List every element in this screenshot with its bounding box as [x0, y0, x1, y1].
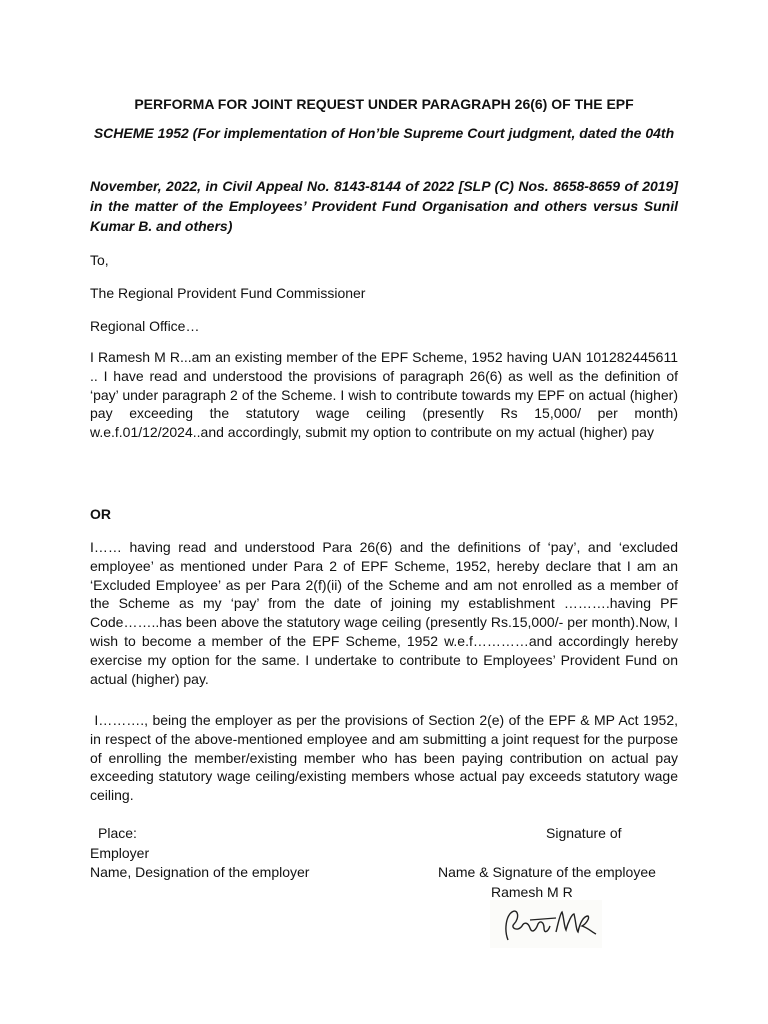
- paragraph-employer: I………., being the employer as per the provisions of Section 2(e) of the EPF & MP Act 1952, in respect of the above-mentioned employee and am submitting a joint request for the purpose of enrolling the member/existing member who has been paying contribution on actual pay exceeding statutory wage ceiling/existing members whose actual pay exceeds statutory wage ceiling.: [90, 712, 682, 804]
- salutation: To,: [90, 252, 109, 268]
- handwritten-signature: [490, 900, 602, 948]
- paragraph-existing-member: I Ramesh M R...am an existing member of the EPF Scheme, 1952 having UAN 101282445611 .. I have read and understood the provisions of paragraph 26(6) as well as the definition of ‘pay’ under paragraph 2 of the Scheme. I wish to contribute towards my EPF on actual (higher) pay exceeding the statutory wage ceiling (presently Rs 15,000/ per month) w.e.f.01/12/2024..and accordingly, submit my option to contribute on my actual (higher) pay: [90, 349, 678, 441]
- employer-name-designation-label: Name, Designation of the employer: [90, 864, 310, 880]
- employee-name: Ramesh M R: [491, 884, 573, 900]
- place-label: Place:: [98, 825, 137, 841]
- employee-signature-label: Name & Signature of the employee: [438, 864, 656, 880]
- employer-label: Employer: [90, 845, 150, 861]
- document-subtitle: SCHEME 1952 (For implementation of Hon’ble Supreme Court judgment, dated the 04th: [93, 125, 675, 141]
- addressee: The Regional Provident Fund Commissioner: [90, 285, 366, 301]
- paragraph-excluded-employee: I…… having read and understood Para 26(6) and the definitions of ‘pay’, and ‘excluded employee’ as mentioned under Para 2 of EPF Scheme, 1952, hereby declare that I am an ‘Excluded Employee’ as per Para 2(f)(ii) of the Scheme and am not enrolled as a member of the Scheme as my ‘pay’ from the date of joining my establishment ……….having PF Code……..has been above the statutory wage ceiling (presently Rs.15,000/- per month).Now, I wish to become a member of the EPF Scheme, 1952 w.e.f…………and accordingly hereby exercise my option for the same. I undertake to contribute to Employees’ Provident Fund on actual (higher) pay.: [90, 539, 678, 687]
- or-separator: OR: [90, 506, 111, 522]
- regional-office: Regional Office…: [90, 318, 200, 334]
- document-subtitle-continued: November, 2022, in Civil Appeal No. 8143-8144 of 2022 [SLP (C) Nos. 8658-8659 of 2019] in the matter of the Employees’ Provident Fund Organisation and others versus Sunil Kumar B. and others): [90, 178, 678, 234]
- signature-of-label: Signature of: [546, 825, 622, 841]
- document-title: PERFORMA FOR JOINT REQUEST UNDER PARAGRAPH 26(6) OF THE EPF: [134, 96, 634, 112]
